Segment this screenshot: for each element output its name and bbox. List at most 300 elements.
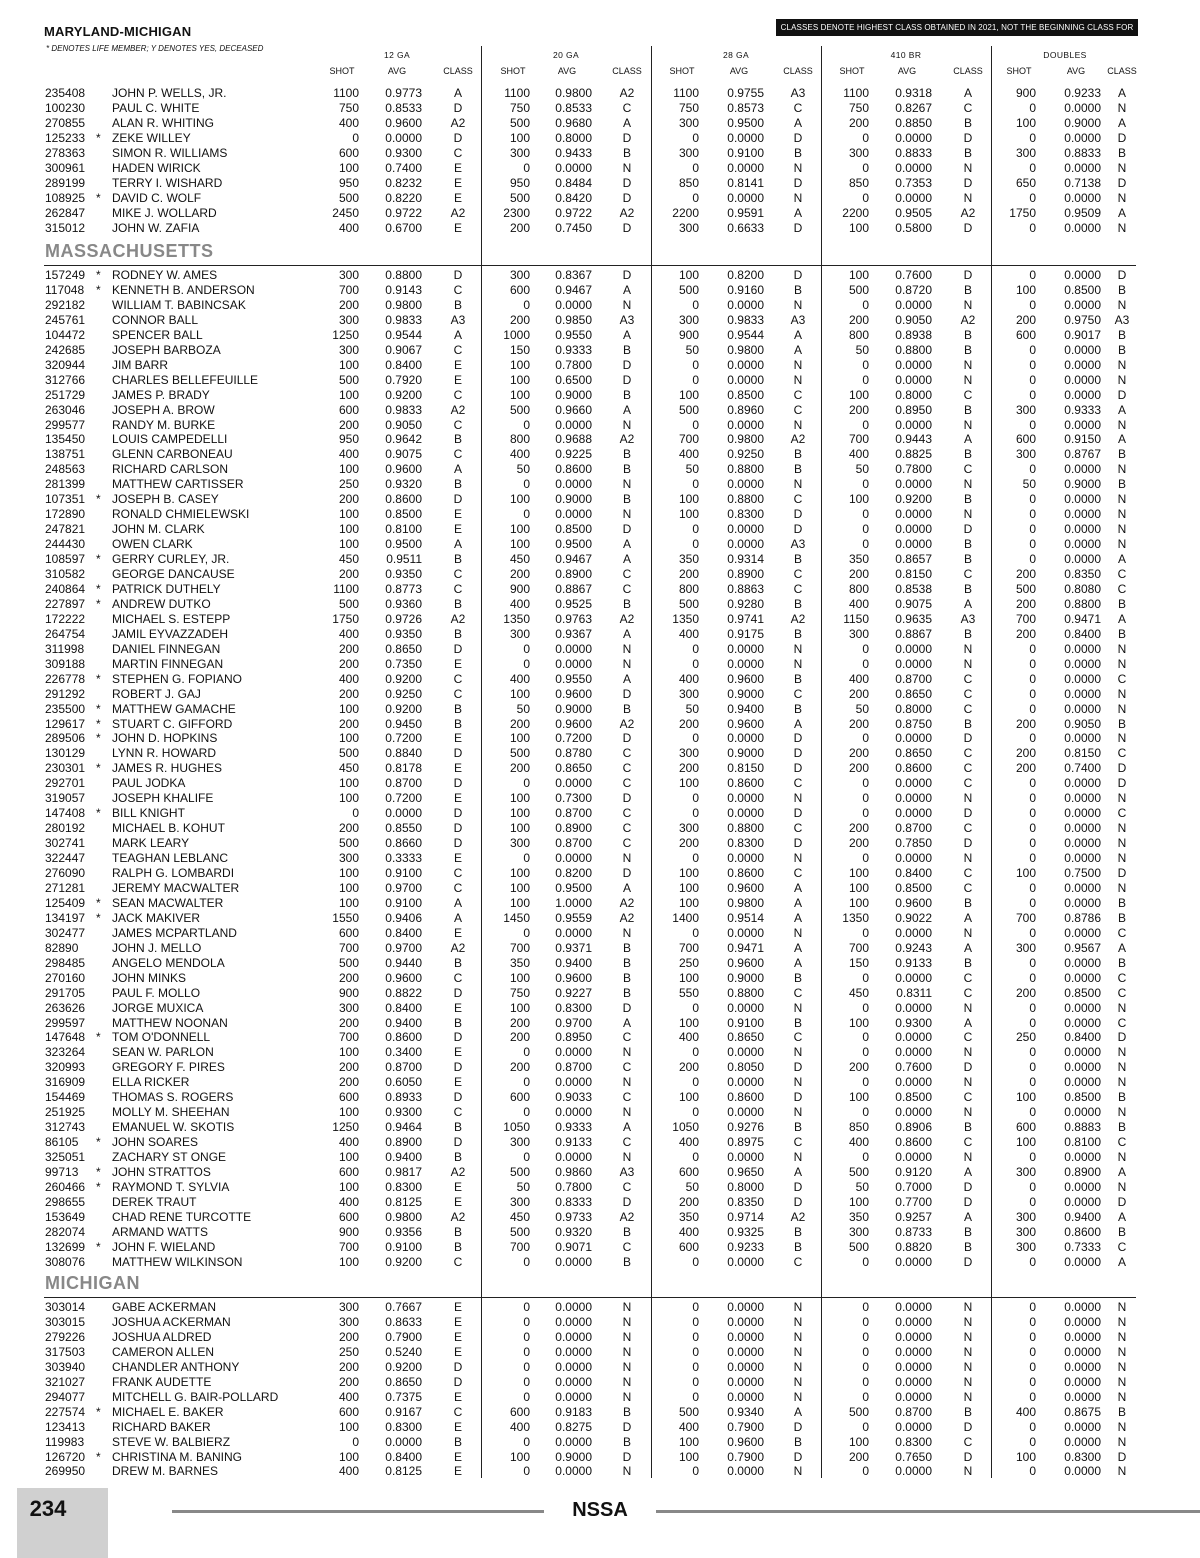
average: 0.9400 (385, 1015, 422, 1030)
class: E (453, 1075, 463, 1090)
average: 0.9200 (385, 1254, 422, 1269)
shot-count: 400 (338, 1464, 359, 1479)
average: 0.7450 (555, 220, 592, 235)
shot-count: 0 (1029, 268, 1036, 282)
shot-count: 100 (338, 1179, 359, 1194)
shot-count: 700 (509, 940, 530, 955)
member-name: CAMERON ALLEN (112, 1344, 215, 1359)
class: C (793, 492, 803, 507)
member-name: GLENN CARBONEAU (112, 447, 233, 462)
average: 0.0000 (895, 1344, 932, 1359)
shot-count: 200 (509, 761, 530, 776)
class: A (793, 327, 803, 342)
average: 0.9464 (385, 1120, 422, 1135)
shot-count: 300 (1015, 1224, 1036, 1239)
member-name: LYNN R. HOWARD (112, 746, 217, 761)
class: D (963, 731, 973, 746)
average: 0.8500 (1064, 985, 1101, 1000)
shot-count: 0 (1029, 537, 1036, 552)
member-name: RANDY M. BURKE (112, 417, 216, 432)
class: B (793, 1434, 803, 1449)
class: C (453, 342, 463, 357)
average: 0.0000 (895, 731, 932, 746)
shot-count: 100 (678, 1015, 699, 1030)
class: E (453, 372, 463, 387)
average: 0.0000 (895, 160, 932, 175)
shot-count: 100 (848, 1194, 869, 1209)
member-name: DEREK TRAUT (112, 1194, 197, 1209)
class: N (963, 1344, 973, 1359)
class: N (963, 851, 973, 866)
shot-count: 0 (692, 925, 699, 940)
average: 0.8650 (895, 746, 932, 761)
average: 0.9511 (386, 552, 422, 567)
member-name: SPENCER BALL (112, 327, 203, 342)
average: 0.7667 (385, 1300, 422, 1314)
shot-count: 250 (338, 477, 359, 492)
class: C (622, 836, 632, 851)
class: N (1117, 1329, 1127, 1344)
life-member-mark: * (96, 716, 101, 731)
average: 0.8141 (727, 175, 764, 190)
shot-count: 50 (685, 462, 699, 477)
shot-count: 200 (1015, 567, 1036, 581)
average: 0.8500 (1064, 282, 1101, 297)
shot-count: 300 (678, 821, 699, 836)
class: D (622, 1419, 632, 1434)
average: 1.0000 (555, 895, 592, 910)
shot-count: 0 (1029, 220, 1036, 235)
shot-count: 200 (848, 115, 869, 130)
average: 0.9500 (555, 880, 592, 895)
shot-count: 100 (678, 970, 699, 985)
class: N (1117, 851, 1127, 866)
average: 0.0000 (895, 1000, 932, 1015)
average: 0.0000 (727, 190, 764, 205)
shot-count: 0 (523, 656, 530, 671)
table-row (0, 1001, 1200, 1016)
class: N (963, 1150, 973, 1165)
average: 0.0000 (1064, 1314, 1101, 1329)
shot-count: 300 (509, 836, 530, 851)
average: 0.0000 (1064, 537, 1101, 552)
class: N (1117, 656, 1127, 671)
member-id: 270855 (45, 115, 86, 130)
life-member-mark: * (96, 190, 101, 205)
member-id: 104472 (45, 327, 86, 342)
class: N (1117, 507, 1127, 522)
class: N (622, 477, 632, 492)
shot-count: 1350 (672, 611, 699, 626)
average: 0.0000 (555, 1359, 592, 1374)
shot-count: 500 (509, 190, 530, 205)
shot-count: 200 (338, 1359, 359, 1374)
average: 0.0000 (1064, 342, 1101, 357)
class: C (1117, 1239, 1127, 1254)
class: C (963, 567, 973, 581)
shot-count: 0 (862, 731, 869, 746)
shot-count: 2200 (842, 205, 869, 220)
shot-count: 200 (509, 1030, 530, 1045)
table-row (0, 717, 1200, 732)
average: 0.9600 (385, 462, 422, 477)
average: 0.0000 (895, 1464, 932, 1479)
class: A (793, 880, 803, 895)
member-id: 263626 (45, 1000, 86, 1015)
average: 0.8300 (1064, 1449, 1101, 1464)
shot-count: 0 (1029, 1419, 1036, 1434)
average: 0.8500 (727, 387, 764, 402)
average: 0.8900 (385, 1135, 422, 1150)
class: D (793, 130, 803, 145)
member-id: 302741 (45, 836, 86, 851)
average: 0.9450 (385, 716, 422, 731)
shot-count: 0 (1029, 1150, 1036, 1165)
class: D (453, 1135, 463, 1150)
average: 0.0000 (1064, 372, 1101, 387)
shot-count: 200 (338, 567, 359, 581)
class: D (963, 836, 973, 851)
average: 0.0000 (555, 1150, 592, 1165)
shot-count: 0 (523, 1344, 530, 1359)
class: A (622, 537, 632, 552)
shot-count: 0 (692, 1389, 699, 1404)
class: A (1117, 402, 1127, 417)
average: 0.8050 (727, 1060, 764, 1075)
member-id: 123413 (45, 1419, 86, 1434)
average: 0.9817 (385, 1165, 422, 1179)
member-name: DREW M. BARNES (112, 1464, 219, 1479)
class: B (793, 626, 803, 641)
class: A (963, 940, 973, 955)
shot-count: 100 (509, 537, 530, 552)
average: 0.9120 (895, 1165, 932, 1179)
class: N (1117, 1464, 1127, 1479)
class: N (1117, 160, 1127, 175)
class: B (622, 492, 632, 507)
shot-count: 450 (338, 552, 359, 567)
average: 0.0000 (895, 656, 932, 671)
table-row (0, 1090, 1200, 1105)
shot-count: 600 (1015, 327, 1036, 342)
shot-count: 200 (509, 567, 530, 581)
shot-count: 100 (338, 701, 359, 716)
average: 0.0000 (555, 776, 592, 791)
member-name: JAMES MCPARTLAND (112, 925, 237, 940)
class: A2 (790, 1209, 806, 1224)
class: A (622, 282, 632, 297)
life-member-mark: * (96, 1135, 101, 1150)
class: N (1117, 417, 1127, 432)
member-name: PAUL C. WHITE (112, 100, 200, 115)
class: A2 (619, 910, 635, 925)
average: 0.9133 (555, 1135, 592, 1150)
class: E (453, 1449, 463, 1464)
class: C (622, 776, 632, 791)
average: 0.8400 (895, 866, 932, 880)
average: 0.8500 (895, 880, 932, 895)
member-name: JOSEPH A. BROW (112, 402, 215, 417)
class: N (1117, 1075, 1127, 1090)
average: 0.8660 (385, 836, 422, 851)
average: 0.8773 (385, 581, 422, 596)
shot-count: 0 (352, 806, 359, 821)
table-row (0, 1210, 1200, 1225)
average: 0.9400 (555, 955, 592, 970)
shot-count: 0 (862, 130, 869, 145)
average: 0.9000 (555, 492, 592, 507)
shot-count: 300 (678, 312, 699, 327)
table-row (0, 86, 1200, 101)
class: N (1117, 1389, 1127, 1404)
shot-count: 700 (848, 940, 869, 955)
shot-count: 200 (1015, 596, 1036, 611)
class: B (963, 895, 973, 910)
class: D (793, 1194, 803, 1209)
shot-count: 100 (338, 1254, 359, 1269)
average: 0.9000 (727, 746, 764, 761)
class: N (963, 1314, 973, 1329)
member-id: 315012 (45, 220, 86, 235)
member-name: JOHN MINKS (112, 970, 187, 985)
shot-count: 0 (862, 1359, 869, 1374)
member-name: PATRICK DUTHELY (112, 581, 221, 596)
average: 0.0000 (385, 130, 422, 145)
average: 0.0000 (555, 417, 592, 432)
average: 0.9714 (727, 1209, 764, 1224)
average: 0.9800 (385, 297, 422, 312)
average: 0.0000 (385, 806, 422, 821)
table-row (0, 343, 1200, 358)
average: 0.9033 (555, 1090, 592, 1105)
class: N (793, 417, 803, 432)
page-number: 234 (29, 1496, 67, 1521)
shot-count: 500 (678, 402, 699, 417)
class: N (793, 1045, 803, 1060)
class: E (453, 656, 463, 671)
class: C (963, 970, 973, 985)
shot-count: 0 (862, 1030, 869, 1045)
member-id: 264754 (45, 626, 86, 641)
class: C (963, 100, 973, 115)
shot-count: 0 (862, 851, 869, 866)
class: D (622, 220, 632, 235)
class: N (622, 1374, 632, 1389)
shot-count: 0 (692, 1344, 699, 1359)
shot-count: 100 (678, 268, 699, 282)
average: 0.8960 (727, 402, 764, 417)
shot-count: 500 (848, 1239, 869, 1254)
life-member-mark: * (96, 1239, 101, 1254)
class: D (793, 175, 803, 190)
member-name: JEREMY MACWALTER (112, 880, 240, 895)
shot-count: 400 (509, 1419, 530, 1434)
class: A2 (619, 895, 635, 910)
shot-count: 300 (1015, 402, 1036, 417)
class: C (1117, 806, 1127, 821)
average: 0.8400 (385, 1449, 422, 1464)
member-name: ALAN R. WHITING (112, 115, 215, 130)
shot-count: 0 (862, 1374, 869, 1389)
class: D (793, 1090, 803, 1105)
shot-count: 0 (1029, 686, 1036, 701)
shot-count: 0 (1029, 925, 1036, 940)
shot-count: 850 (848, 175, 869, 190)
shot-count: 0 (862, 1045, 869, 1060)
class: B (1117, 282, 1127, 297)
member-id: 299597 (45, 1015, 86, 1030)
member-id: 310582 (45, 567, 86, 581)
average: 0.0000 (895, 297, 932, 312)
table-row (0, 1360, 1200, 1375)
class: N (963, 641, 973, 656)
average: 0.8275 (555, 1419, 592, 1434)
class: C (1117, 1015, 1127, 1030)
class: C (793, 402, 803, 417)
average: 0.9175 (727, 626, 764, 641)
footer-rule-right (656, 1510, 1200, 1513)
average: 0.0000 (555, 1105, 592, 1120)
average: 0.0000 (1064, 955, 1101, 970)
shot-count: 0 (1029, 1000, 1036, 1015)
average: 0.0000 (555, 477, 592, 492)
table-row (0, 1195, 1200, 1210)
class: A (793, 955, 803, 970)
shot-count: 400 (678, 671, 699, 686)
class: E (453, 522, 463, 537)
member-id: 247821 (45, 522, 86, 537)
class: D (453, 1374, 463, 1389)
member-id: 125409 (45, 895, 86, 910)
shot-count: 0 (862, 1464, 869, 1479)
member-id: 263046 (45, 402, 86, 417)
class: N (963, 417, 973, 432)
average: 0.9600 (555, 686, 592, 701)
table-row (0, 746, 1200, 761)
average: 0.8906 (895, 1120, 932, 1135)
class: C (1117, 581, 1127, 596)
class: C (453, 447, 463, 462)
shot-count: 0 (523, 641, 530, 656)
member-name: TEAGHAN LEBLANC (112, 851, 229, 866)
class: N (793, 1105, 803, 1120)
shot-count: 550 (678, 985, 699, 1000)
average: 0.8650 (895, 686, 932, 701)
shot-count: 50 (516, 462, 530, 477)
class: N (963, 1329, 973, 1344)
average: 0.8000 (727, 1179, 764, 1194)
group-divider (481, 46, 482, 1478)
shot-count: 0 (1029, 1179, 1036, 1194)
average: 0.0000 (895, 791, 932, 806)
average: 0.9800 (385, 1209, 422, 1224)
shot-count: 1050 (672, 1120, 699, 1135)
shot-count: 200 (338, 716, 359, 731)
class: E (453, 925, 463, 940)
class: B (1117, 1224, 1127, 1239)
member-id: 235408 (45, 86, 86, 100)
average: 0.8311 (896, 985, 932, 1000)
class: N (622, 851, 632, 866)
average: 0.7300 (555, 791, 592, 806)
class: D (793, 1449, 803, 1464)
average: 0.0000 (1064, 776, 1101, 791)
shot-count: 0 (1029, 955, 1036, 970)
class: E (453, 1045, 463, 1060)
member-name: ZEKE WILLEY (112, 130, 191, 145)
average: 0.8700 (555, 1060, 592, 1075)
table-row (0, 1435, 1200, 1450)
average: 0.9250 (385, 686, 422, 701)
average: 0.9367 (555, 626, 592, 641)
shot-count: 200 (678, 716, 699, 731)
shot-count: 400 (848, 1135, 869, 1150)
shot-count: 1750 (332, 611, 359, 626)
shot-count: 0 (523, 925, 530, 940)
class: N (793, 297, 803, 312)
average: 0.0000 (1064, 1254, 1101, 1269)
average: 0.9544 (385, 327, 422, 342)
class: D (453, 1060, 463, 1075)
shot-count: 100 (848, 387, 869, 402)
shot-count: 100 (338, 160, 359, 175)
average: 0.9276 (727, 1120, 764, 1135)
shot-count: 200 (338, 970, 359, 985)
shot-count: 0 (862, 1314, 869, 1329)
column-header-2-0: SHOT (669, 66, 695, 76)
shot-count: 100 (678, 507, 699, 522)
table-row (0, 101, 1200, 116)
table-row (0, 552, 1200, 567)
average: 0.9233 (1064, 86, 1101, 100)
member-id: 99713 (45, 1165, 79, 1179)
shot-count: 600 (338, 925, 359, 940)
class: A2 (619, 611, 635, 626)
average: 0.9200 (385, 387, 422, 402)
shot-count: 0 (692, 1359, 699, 1374)
shot-count: 150 (848, 955, 869, 970)
average: 0.0000 (1064, 462, 1101, 477)
footer-rule-left (172, 1510, 544, 1513)
member-id: 280192 (45, 821, 86, 836)
class: N (1117, 1060, 1127, 1075)
average: 0.9660 (555, 402, 592, 417)
average: 0.0000 (555, 1464, 592, 1479)
average: 0.0000 (895, 372, 932, 387)
table-row (0, 567, 1200, 582)
class: B (1117, 1404, 1127, 1419)
average: 0.8300 (385, 1179, 422, 1194)
class: D (793, 1060, 803, 1075)
class: N (963, 160, 973, 175)
class: N (793, 1374, 803, 1389)
class: C (963, 746, 973, 761)
shot-count: 1350 (842, 910, 869, 925)
shot-count: 350 (678, 552, 699, 567)
shot-count: 200 (678, 567, 699, 581)
average: 0.8125 (385, 1194, 422, 1209)
average: 0.0000 (555, 641, 592, 656)
average: 0.0000 (727, 925, 764, 940)
table-row (0, 1016, 1200, 1031)
class: A2 (450, 1165, 466, 1179)
class: B (453, 432, 463, 447)
average: 0.9050 (385, 417, 422, 432)
average: 0.9688 (555, 432, 592, 447)
shot-count: 2300 (503, 205, 530, 220)
table-row (0, 1060, 1200, 1075)
average: 0.0000 (1064, 160, 1101, 175)
